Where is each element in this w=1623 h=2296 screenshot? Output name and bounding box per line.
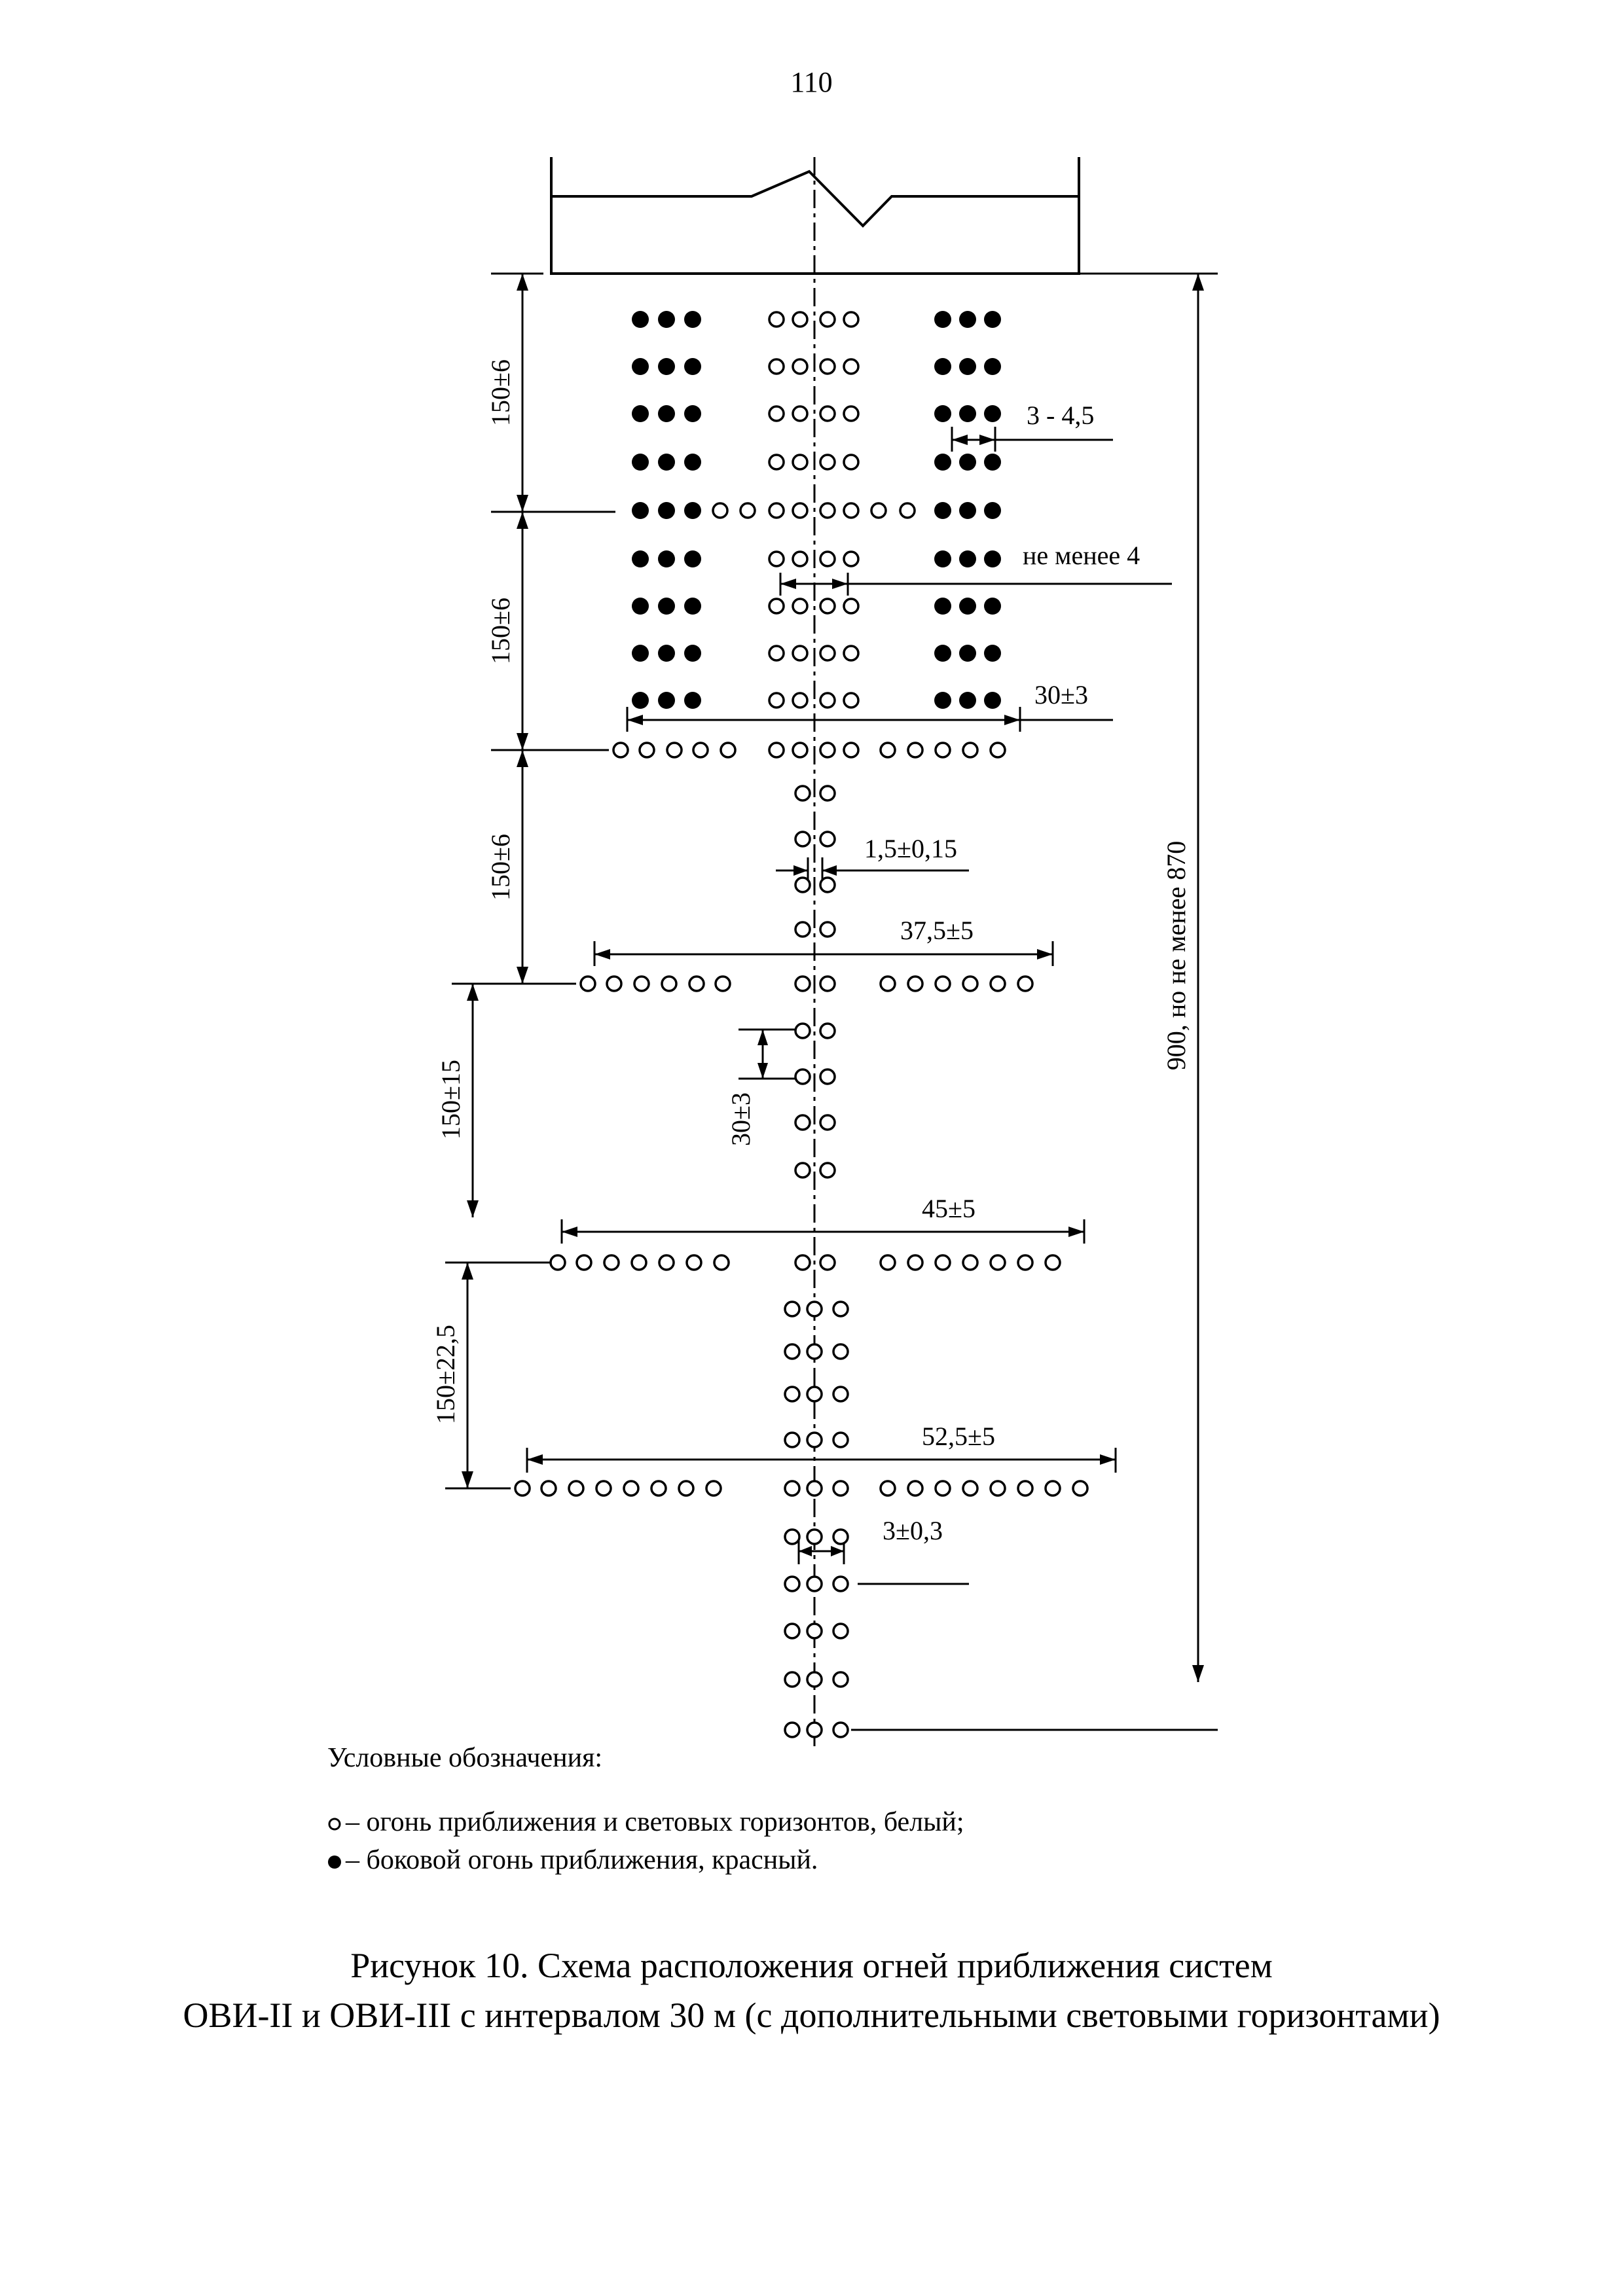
red-light [959, 692, 976, 709]
caption-line-1: Рисунок 10. Схема расположения огней приближения систем [350, 1946, 1273, 1985]
white-light [795, 1163, 810, 1177]
red-light [658, 645, 675, 662]
white-light [844, 406, 858, 421]
white-light [820, 552, 835, 566]
white-circle-icon [327, 1817, 342, 1831]
white-light [785, 1672, 799, 1687]
white-light [820, 359, 835, 374]
white-light [881, 1481, 895, 1496]
white-light [581, 977, 595, 991]
red-light [959, 645, 976, 662]
red-light [934, 358, 951, 375]
white-light [785, 1344, 799, 1359]
white-light [844, 646, 858, 660]
white-light [820, 977, 835, 991]
white-light [820, 406, 835, 421]
red-light [984, 598, 1001, 615]
legend-red-row [327, 1844, 818, 1876]
white-light [833, 1387, 848, 1401]
red-light [658, 692, 675, 709]
white-light [844, 552, 858, 566]
white-light [785, 1481, 799, 1496]
white-light [807, 1672, 822, 1687]
white-light [624, 1481, 638, 1496]
caption-line-2: ОВИ-II и ОВИ-III с интервалом 30 м (с дополнительными световыми горизонтами) [183, 1996, 1440, 2035]
page-number: 110 [790, 66, 833, 98]
white-light [679, 1481, 693, 1496]
white-light [881, 977, 895, 991]
white-light [844, 455, 858, 469]
legend-red-text: – боковой огонь приближения, красный. [346, 1845, 818, 1875]
dim-label-total: 900, но не менее 870 [1161, 840, 1191, 1071]
white-light [844, 693, 858, 708]
red-light [984, 692, 1001, 709]
white-light [769, 693, 784, 708]
white-light [785, 1577, 799, 1591]
red-light [658, 502, 675, 519]
white-light [721, 743, 735, 757]
red-light [658, 598, 675, 615]
white-light [785, 1723, 799, 1737]
white-light [551, 1255, 565, 1270]
white-light [740, 503, 755, 518]
white-light [785, 1387, 799, 1401]
white-light [651, 1481, 666, 1496]
white-light [793, 693, 807, 708]
red-light [684, 502, 701, 519]
dim-label-min-gap: не менее 4 [1023, 541, 1140, 570]
red-light [934, 645, 951, 662]
legend-title: Условные обозначения: [327, 1743, 603, 1773]
dim-label-red-spacing: 3 - 4,5 [1027, 401, 1095, 430]
red-light [959, 311, 976, 328]
white-light [833, 1624, 848, 1638]
dim-label-interval-30: 30±3 [726, 1092, 756, 1146]
white-light [596, 1481, 611, 1496]
red-light [959, 454, 976, 471]
white-light [900, 503, 915, 518]
white-light [963, 1481, 977, 1496]
white-light [807, 1723, 822, 1737]
white-light [693, 743, 708, 757]
white-light [785, 1530, 799, 1544]
white-light [881, 743, 895, 757]
white-light [833, 1672, 848, 1687]
legend-white-row [327, 1806, 964, 1838]
white-light [1018, 1481, 1032, 1496]
dim-label-section-c: 150±6 [486, 834, 515, 901]
white-light [820, 786, 835, 800]
white-light [963, 977, 977, 991]
dim-label-bar-30: 30±3 [1034, 680, 1088, 709]
white-light [833, 1481, 848, 1496]
white-light [632, 1255, 646, 1270]
white-light [1046, 1255, 1060, 1270]
red-light [984, 405, 1001, 422]
red-light [632, 311, 649, 328]
white-light [795, 1255, 810, 1270]
white-light [795, 922, 810, 937]
white-light [662, 977, 676, 991]
white-light [820, 743, 835, 757]
white-light [795, 878, 810, 892]
white-light [795, 1069, 810, 1084]
red-light [658, 550, 675, 567]
red-light [984, 358, 1001, 375]
white-light [820, 693, 835, 708]
white-light [820, 503, 835, 518]
white-light [769, 406, 784, 421]
dim-label-triple-spacing: 3±0,3 [883, 1516, 943, 1545]
white-light [659, 1255, 674, 1270]
white-light [820, 922, 835, 937]
legend-white-text: – огонь приближения и световых горизонтов, белый; [346, 1807, 964, 1837]
white-light [769, 552, 784, 566]
white-light [604, 1255, 619, 1270]
white-light [820, 1069, 835, 1084]
white-light [1018, 1255, 1032, 1270]
white-light [807, 1577, 822, 1591]
white-light [716, 977, 730, 991]
red-light [934, 454, 951, 471]
white-light [1046, 1481, 1060, 1496]
red-light [934, 502, 951, 519]
red-light [658, 454, 675, 471]
red-light [684, 598, 701, 615]
white-light [795, 1024, 810, 1038]
white-light [769, 503, 784, 518]
white-light [807, 1624, 822, 1638]
dim-label-bar-37: 37,5±5 [900, 916, 974, 945]
white-light [795, 832, 810, 846]
white-light [844, 599, 858, 613]
white-light [807, 1433, 822, 1447]
white-light [795, 1115, 810, 1130]
red-light [934, 405, 951, 422]
white-light [634, 977, 649, 991]
white-light [793, 743, 807, 757]
dim-label-bar-52: 52,5±5 [922, 1422, 995, 1451]
white-light [807, 1344, 822, 1359]
red-light [984, 645, 1001, 662]
white-light [795, 786, 810, 800]
white-light [793, 455, 807, 469]
white-light [807, 1302, 822, 1316]
white-light [844, 312, 858, 327]
red-light [684, 692, 701, 709]
white-light [769, 312, 784, 327]
left-dimension-chain [445, 274, 615, 1488]
white-light [1018, 977, 1032, 991]
red-light [632, 502, 649, 519]
white-light [613, 743, 628, 757]
white-light [820, 455, 835, 469]
dim-label-section-a: 150±6 [486, 359, 515, 426]
white-light [991, 1481, 1005, 1496]
red-light [959, 358, 976, 375]
white-light [793, 646, 807, 660]
white-light [820, 1255, 835, 1270]
white-light [1073, 1481, 1087, 1496]
white-light [820, 832, 835, 846]
red-light [632, 454, 649, 471]
white-light [908, 1255, 922, 1270]
white-light [820, 1115, 835, 1130]
white-light [577, 1255, 591, 1270]
dim-label-section-d: 150±15 [436, 1060, 465, 1139]
red-light [632, 405, 649, 422]
red-light [684, 645, 701, 662]
red-light [684, 405, 701, 422]
dim-label-pair-spacing: 1,5±0,15 [864, 834, 957, 863]
white-light [541, 1481, 556, 1496]
white-light [908, 1481, 922, 1496]
red-light [684, 358, 701, 375]
white-light [667, 743, 682, 757]
white-light [607, 977, 621, 991]
white-light [785, 1433, 799, 1447]
red-light [984, 454, 1001, 471]
red-light [632, 645, 649, 662]
red-light [959, 405, 976, 422]
white-light [820, 646, 835, 660]
white-light [833, 1433, 848, 1447]
dim-label-section-e: 150±22,5 [431, 1325, 460, 1424]
white-light [769, 599, 784, 613]
red-light [934, 550, 951, 567]
red-light [959, 598, 976, 615]
red-light [959, 502, 976, 519]
white-light [785, 1302, 799, 1316]
white-light [640, 743, 654, 757]
white-light [820, 1163, 835, 1177]
white-light [844, 743, 858, 757]
white-light [881, 1255, 895, 1270]
white-light [714, 1255, 729, 1270]
white-light [844, 503, 858, 518]
red-side-lights [632, 311, 1001, 709]
red-light [658, 311, 675, 328]
red-light [658, 405, 675, 422]
dim-label-bar-45: 45±5 [922, 1194, 976, 1223]
white-light [706, 1481, 721, 1496]
red-light [934, 311, 951, 328]
red-light [632, 358, 649, 375]
white-light [807, 1530, 822, 1544]
white-light [807, 1387, 822, 1401]
white-light [769, 359, 784, 374]
white-approach-lights [515, 312, 1087, 1737]
white-light [908, 743, 922, 757]
white-light [793, 406, 807, 421]
white-light [991, 977, 1005, 991]
white-light [769, 646, 784, 660]
white-light [936, 1481, 950, 1496]
red-light [984, 502, 1001, 519]
red-light [934, 692, 951, 709]
white-light [793, 503, 807, 518]
white-light [936, 1255, 950, 1270]
white-light [936, 977, 950, 991]
white-light [833, 1530, 848, 1544]
white-light [833, 1344, 848, 1359]
white-light [689, 977, 704, 991]
red-light [684, 311, 701, 328]
white-light [793, 359, 807, 374]
white-light [820, 1024, 835, 1038]
filled-circle-icon [327, 1855, 342, 1869]
white-light [871, 503, 886, 518]
white-light [820, 878, 835, 892]
white-light [991, 1255, 1005, 1270]
red-light [632, 598, 649, 615]
white-light [793, 552, 807, 566]
white-light [807, 1481, 822, 1496]
white-light [963, 743, 977, 757]
red-light [959, 550, 976, 567]
white-light [936, 743, 950, 757]
white-light [820, 599, 835, 613]
red-light [684, 550, 701, 567]
red-light [934, 598, 951, 615]
white-light [569, 1481, 583, 1496]
red-light [658, 358, 675, 375]
red-light [984, 550, 1001, 567]
white-light [795, 977, 810, 991]
red-light [984, 311, 1001, 328]
white-light [833, 1577, 848, 1591]
white-light [908, 977, 922, 991]
white-light [833, 1723, 848, 1737]
white-light [713, 503, 727, 518]
red-light [632, 692, 649, 709]
white-light [687, 1255, 701, 1270]
white-light [991, 743, 1005, 757]
white-light [515, 1481, 530, 1496]
white-light [793, 599, 807, 613]
dim-label-section-b: 150±6 [486, 598, 515, 664]
white-light [963, 1255, 977, 1270]
white-light [820, 312, 835, 327]
white-light [785, 1624, 799, 1638]
figure-caption [0, 1941, 1623, 2040]
white-light [833, 1302, 848, 1316]
white-light [769, 743, 784, 757]
red-light [632, 550, 649, 567]
white-light [769, 455, 784, 469]
red-light [684, 454, 701, 471]
white-light [793, 312, 807, 327]
white-light [844, 359, 858, 374]
